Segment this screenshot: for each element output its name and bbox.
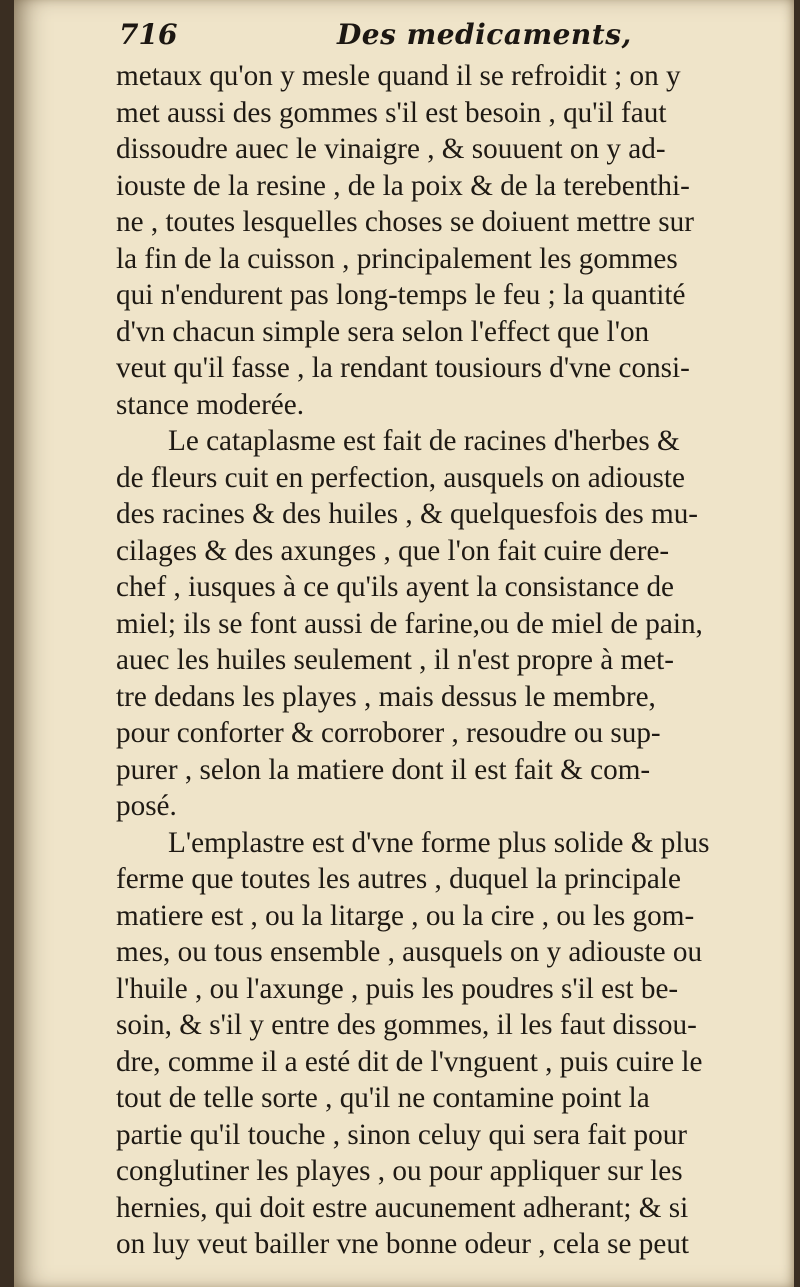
- text-line: iouste de la resine , de la poix & de la terebenthi-: [116, 169, 690, 202]
- paragraph-start-line: Le cataplasme est fait de racines d'herbes &: [168, 425, 680, 457]
- text-line: veut qu'il fasse , la rendant tousiours d'vne consi-: [116, 352, 690, 384]
- running-title: Des medicaments,: [337, 18, 632, 51]
- text-line: hernies, qui doit estre aucunement adherant; & si: [116, 1191, 689, 1224]
- page-header: [119, 18, 639, 62]
- book-page: [14, 0, 794, 1287]
- text-line: tout de telle sorte , qu'il ne contamine point la: [116, 1082, 650, 1114]
- text-line: on luy veut bailler vne bonne odeur , cela se peut: [116, 1228, 690, 1260]
- text-line: mes, ou tous ensemble , ausquels on y adiouste ou: [116, 936, 703, 968]
- text-line: qui n'endurent pas long-temps le feu ; la quantité: [116, 279, 686, 311]
- text-line: stance moderée.: [116, 388, 304, 421]
- text-line: purer , selon la matiere dont il est fait & com-: [116, 753, 651, 786]
- text-line: d'vn chacun simple sera selon l'effect que l'on: [116, 315, 650, 348]
- text-line: metaux qu'on y mesle quand il se refroidit ; on y: [116, 60, 681, 92]
- text-line: auec les huiles seulement , il n'est propre à met-: [116, 644, 675, 676]
- text-line: ferme que toutes les autres , duquel la principale: [116, 863, 681, 895]
- text-line: met aussi des gommes s'il est besoin , qu'il faut: [116, 96, 667, 129]
- text-line: posé.: [116, 790, 177, 822]
- text-line: des racines & des huiles , & quelquesfois des mu-: [116, 498, 699, 530]
- text-line: la fin de la cuisson , principalement les gommes: [116, 242, 678, 275]
- page-number: 716: [119, 18, 178, 51]
- text-line: partie qu'il touche , sinon celuy qui sera fait pour: [116, 1118, 688, 1151]
- paragraph-start-line: L'emplastre est d'vne forme plus solide & plus: [168, 826, 710, 859]
- text-line: l'huile , ou l'axunge , puis les poudres s'il est be-: [116, 972, 679, 1005]
- text-line: conglutiner les playes , ou pour appliquer sur les: [116, 1155, 683, 1187]
- text-line: cilages & des axunges , que l'on fait cuire dere-: [116, 534, 670, 567]
- text-line: dre, comme il a esté dit de l'vnguent , puis cuire le: [116, 1045, 703, 1078]
- text-line: matiere est , ou la litarge , ou la cire , ou les gom-: [116, 899, 695, 932]
- text-line: de fleurs cuit en perfection, ausquels on adiouste: [116, 461, 685, 494]
- text-line: pour conforter & corroborer , resoudre ou sup-: [116, 717, 661, 749]
- text-line: soin, & s'il y entre des gommes, il les faut dissou-: [116, 1009, 697, 1041]
- text-line: miel; ils se font aussi de farine,ou de miel de pain,: [116, 607, 703, 640]
- text-line: dissoudre auec le vinaigre , & souuent on y ad-: [116, 133, 666, 165]
- body-text: [116, 58, 792, 1263]
- text-line: ne , toutes lesquelles choses se doiuent mettre sur: [116, 206, 694, 238]
- text-line: tre dedans les playes , mais dessus le membre,: [116, 680, 656, 713]
- text-line: chef , iusques à ce qu'ils ayent la consistance de: [116, 571, 674, 603]
